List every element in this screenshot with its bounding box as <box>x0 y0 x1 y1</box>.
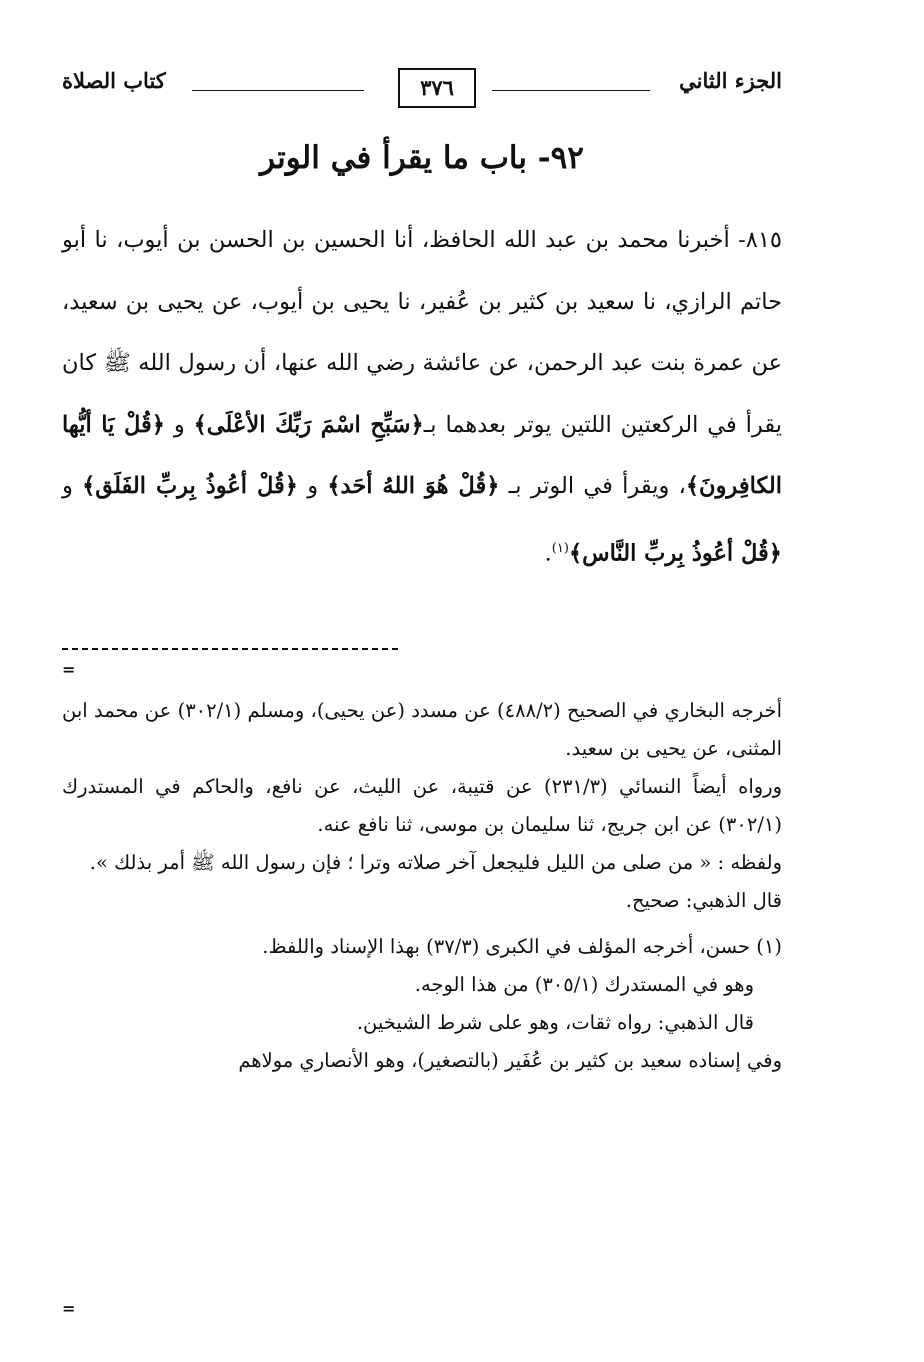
footnote-line: وهو في المستدرك (٣٠٥/١) من هذا الوجه. <box>414 973 754 996</box>
footnote-ref: (١) <box>551 540 569 556</box>
page-number: ٣٧٦ <box>398 68 476 108</box>
running-header <box>62 68 782 108</box>
footnote-line: أخرجه البخاري في الصحيح (٤٨٨/٢) عن مسدد (عن يحيى)، ومسلم (٣٠٢/١) عن محمد ابن المثنى، عن يحيى بن سعيد. <box>62 699 782 760</box>
footnote-line: وفي إسناده سعيد بن كثير بن عُفَير (بالتصغير)، وهو الأنصاري مولاهم <box>238 1049 782 1072</box>
footnotes <box>62 692 782 1080</box>
volume-label: الجزء الثاني <box>679 68 782 93</box>
footnote-1 <box>62 928 782 966</box>
footnote-line: قال الذهبي: رواه ثقات، وهو على شرط الشيخين. <box>356 1011 754 1034</box>
footnote-line: ولفظه : « من صلى من الليل فليجعل آخر صلاته وترا ؛ فإن رسول الله ﷺ أمر بذلك ». <box>89 851 782 874</box>
quran-citation: ﴿قُلْ يَا أيُّها الكافِرونَ﴾ <box>62 411 782 499</box>
quran-citation: ﴿قُلْ أعُوذُ بِربِّ الفَلَق﴾ <box>82 473 298 499</box>
header-rule-right <box>492 90 650 91</box>
hadith-body: ، ويقرأ في الوتر بـ <box>499 473 686 499</box>
hadith-end: . <box>544 540 552 566</box>
page <box>62 0 782 1362</box>
continuation-mark: = <box>62 1299 76 1318</box>
footnote-separator <box>62 648 398 650</box>
chapter-title: ٩٢- باب ما يقرأ في الوتر <box>260 140 584 176</box>
footnote-line: ورواه أيضاً النسائي (٢٣١/٣) عن قتيبة، عن الليث، عن نافع، والحاكم في المستدرك (٣٠٢/١) عن ابن جريج، ثنا سليمان بن موسى، ثنا نافع عنه. <box>62 775 783 836</box>
quran-citation: ﴿سَبِّحِ اسْمَ رَبِّكَ الأعْلَى﴾ <box>193 411 424 438</box>
footnote-text: حسن، أخرجه المؤلف في الكبرى (٣٧/٣) بهذا الإسناد واللفظ. <box>262 935 757 958</box>
conjunction: و <box>297 473 328 499</box>
conjunction: و <box>164 411 194 438</box>
book-label: كتاب الصلاة <box>62 68 166 93</box>
quran-citation: ﴿قُلْ هُوَ اللهُ أحَد﴾ <box>327 473 500 499</box>
quran-citation: ﴿قُلْ أعُوذُ بِربِّ النَّاس﴾ <box>568 540 782 566</box>
footnote-line: قال الذهبي: صحيح. <box>625 889 782 912</box>
conjunction: و <box>62 473 83 499</box>
header-rule-left <box>192 90 364 91</box>
hadith-text <box>62 210 782 585</box>
hadith-body: ٨١٥- أخبرنا محمد بن عبد الله الحافظ، أنا الحسين بن الحسن بن أيوب، نا أبو حاتم الرازي، نا سعيد بن كثير بن عُفير، نا يحيى بن أيوب، عن يحيى بن سعيد، عن عمرة بنت عبد الرحمن، عن عائشة رضي الله عنها، أن رسول الله ﷺ كان يقرأ في الركعتين اللتين يوتر بعدهما بـ <box>62 227 782 438</box>
continuation-mark: = <box>62 660 76 679</box>
footnote-marker: (١) <box>756 935 782 958</box>
